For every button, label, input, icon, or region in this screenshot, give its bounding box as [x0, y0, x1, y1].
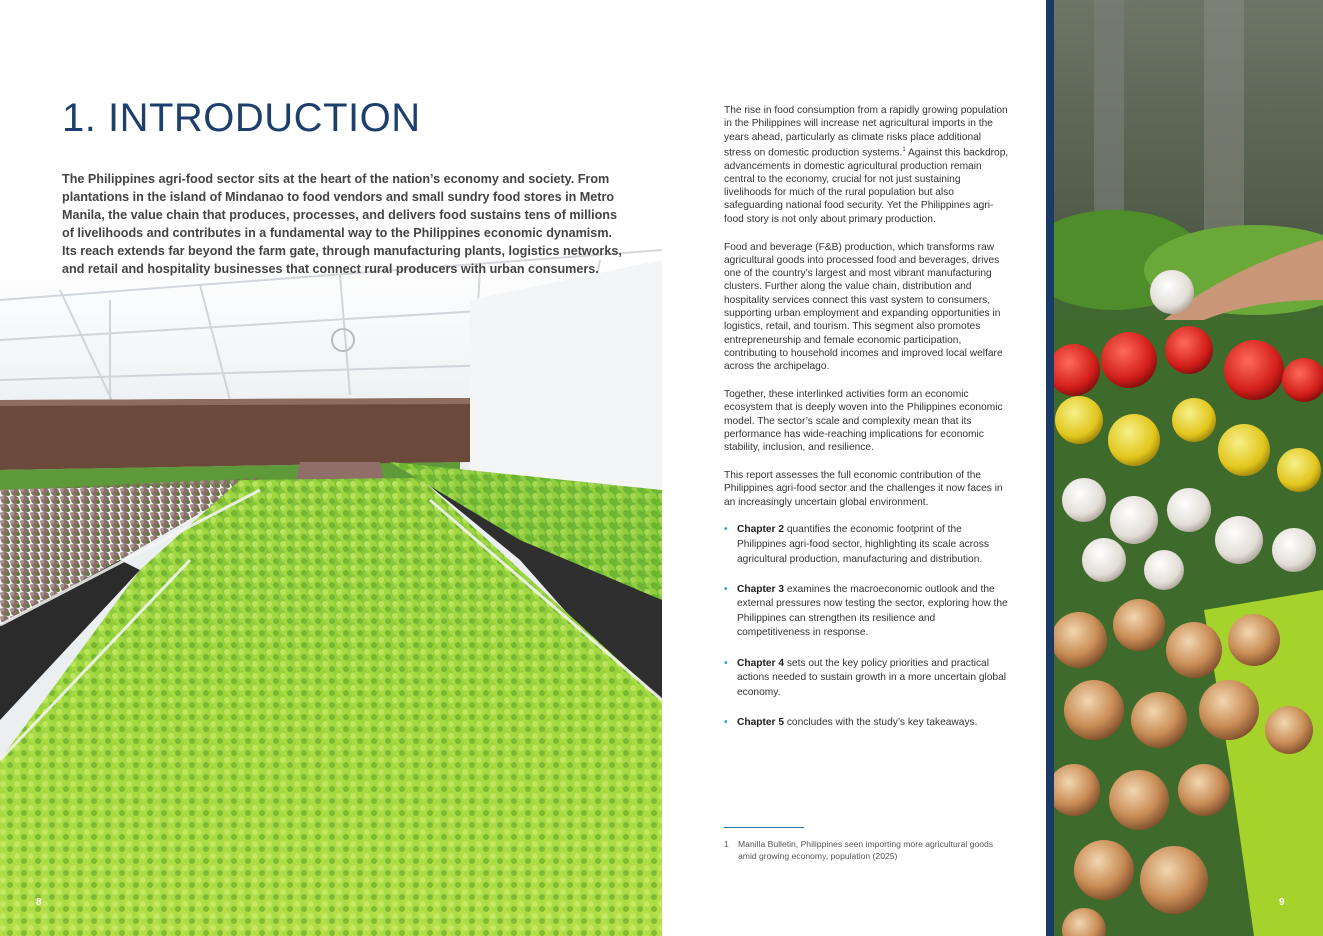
- body-paragraph-2: Food and beverage (F&B) production, which transforms raw agricultural goods into processed food and beverages, drives one of the country’s largest and most vibrant manufacturing clusters. Further along the value chain, distribution and hospitality services connect this vast system to consumers, supporting urban employment and expanding opportunities in logistics, retail, and tourism. This segment also promotes entrepreneurship and female economic participation, contributing to household incomes and improved local welfare across the archipelago.: [724, 241, 1003, 373]
- footnote-divider: [724, 827, 804, 828]
- body-paragraph-1: [724, 104, 1010, 226]
- intro-lead-paragraph: The Philippines agri-food sector sits at the heart of the nation’s economy and society. From plantations in the island of Mindanao to food vendors and small sundry food stores in Metro Manila, the value chain that produces, processes, and delivers food sustains tens of millions of livelihoods and contributes in a fundamental way to the Philippines economic dynamism. Its reach extends far beyond the farm gate, through manufacturing plants, logistics networks, and retail and hospitality businesses that connect rural producers with urban consumers.: [62, 172, 622, 276]
- footnote: [724, 838, 1014, 862]
- page-number-right: 9: [1279, 897, 1285, 908]
- chapter-list-item: [724, 583, 1010, 641]
- bullet-icon: •: [724, 583, 728, 595]
- chapter-description: examines the macroeconomic outlook and the external pressures now testing the sector, exploring how the Philippines can strengthen its resilience and competitiveness in response.: [737, 583, 1008, 639]
- page-title: 1. INTRODUCTION: [62, 96, 421, 140]
- body-paragraph-3: Together, these interlinked activities form an economic ecosystem that is deeply woven into the Philippines economic model. The sector’s scale and complexity mean that its performance has wide-reaching implications for economic stability, inclusion, and resilience.: [724, 389, 1003, 454]
- chapter-description: sets out the key policy priorities and practical actions needed to sustain growth in a more uncertain global economy.: [737, 657, 1007, 698]
- footnote-text: Manilla Bulletin, Philippines seen importing more agricultural goods amid growing economy, population (2025): [738, 839, 994, 861]
- bullet-icon: •: [724, 716, 728, 728]
- chapter-label: Chapter 2: [737, 524, 784, 536]
- chapter-list-item: [724, 716, 1010, 731]
- page-number-left: 8: [36, 897, 42, 908]
- body-paragraph-1-text: The rise in food consumption from a rapidly growing population in the Philippines will increase net agricultural imports in the years ahead, particularly as climate risks place additional stress on domestic production systems.: [724, 105, 1008, 159]
- footnote-number: 1: [724, 839, 729, 849]
- footnote-reference[interactable]: 1: [902, 146, 906, 153]
- body-paragraph-4: This report assesses the full economic contribution of the Philippines agri-food sector and the challenges it now faces in an increasingly uncertain global environment.: [724, 470, 1003, 508]
- bullet-icon: •: [724, 657, 728, 669]
- chapter-label: Chapter 5: [737, 716, 784, 728]
- chapter-list-item: [724, 523, 1010, 567]
- chapter-label: Chapter 3: [737, 583, 784, 595]
- body-text-column: [724, 104, 1010, 746]
- accent-strip: [1046, 0, 1054, 936]
- bullet-icon: •: [724, 524, 728, 536]
- chapter-description: concludes with the study’s key takeaways.: [784, 716, 978, 728]
- chapter-list-item: [724, 657, 1010, 701]
- market-produce-photo: [1054, 0, 1323, 936]
- chapter-description: quantifies the economic footprint of the Philippines agri-food sector, highlighting its scale across agricultural production, manufacturing and distribution.: [737, 524, 989, 565]
- chapter-list: [724, 523, 1010, 730]
- body-paragraph-1-continuation: Against this backdrop, advancements in domestic agricultural production remain central to the economy, crucial for not just sustaining livelihoods for much of the rural population but also safeguarding national food security. Yet the Philippines agri-food story is not only about primary production.: [724, 147, 1009, 225]
- chapter-label: Chapter 4: [737, 657, 784, 669]
- right-page: [662, 0, 1323, 936]
